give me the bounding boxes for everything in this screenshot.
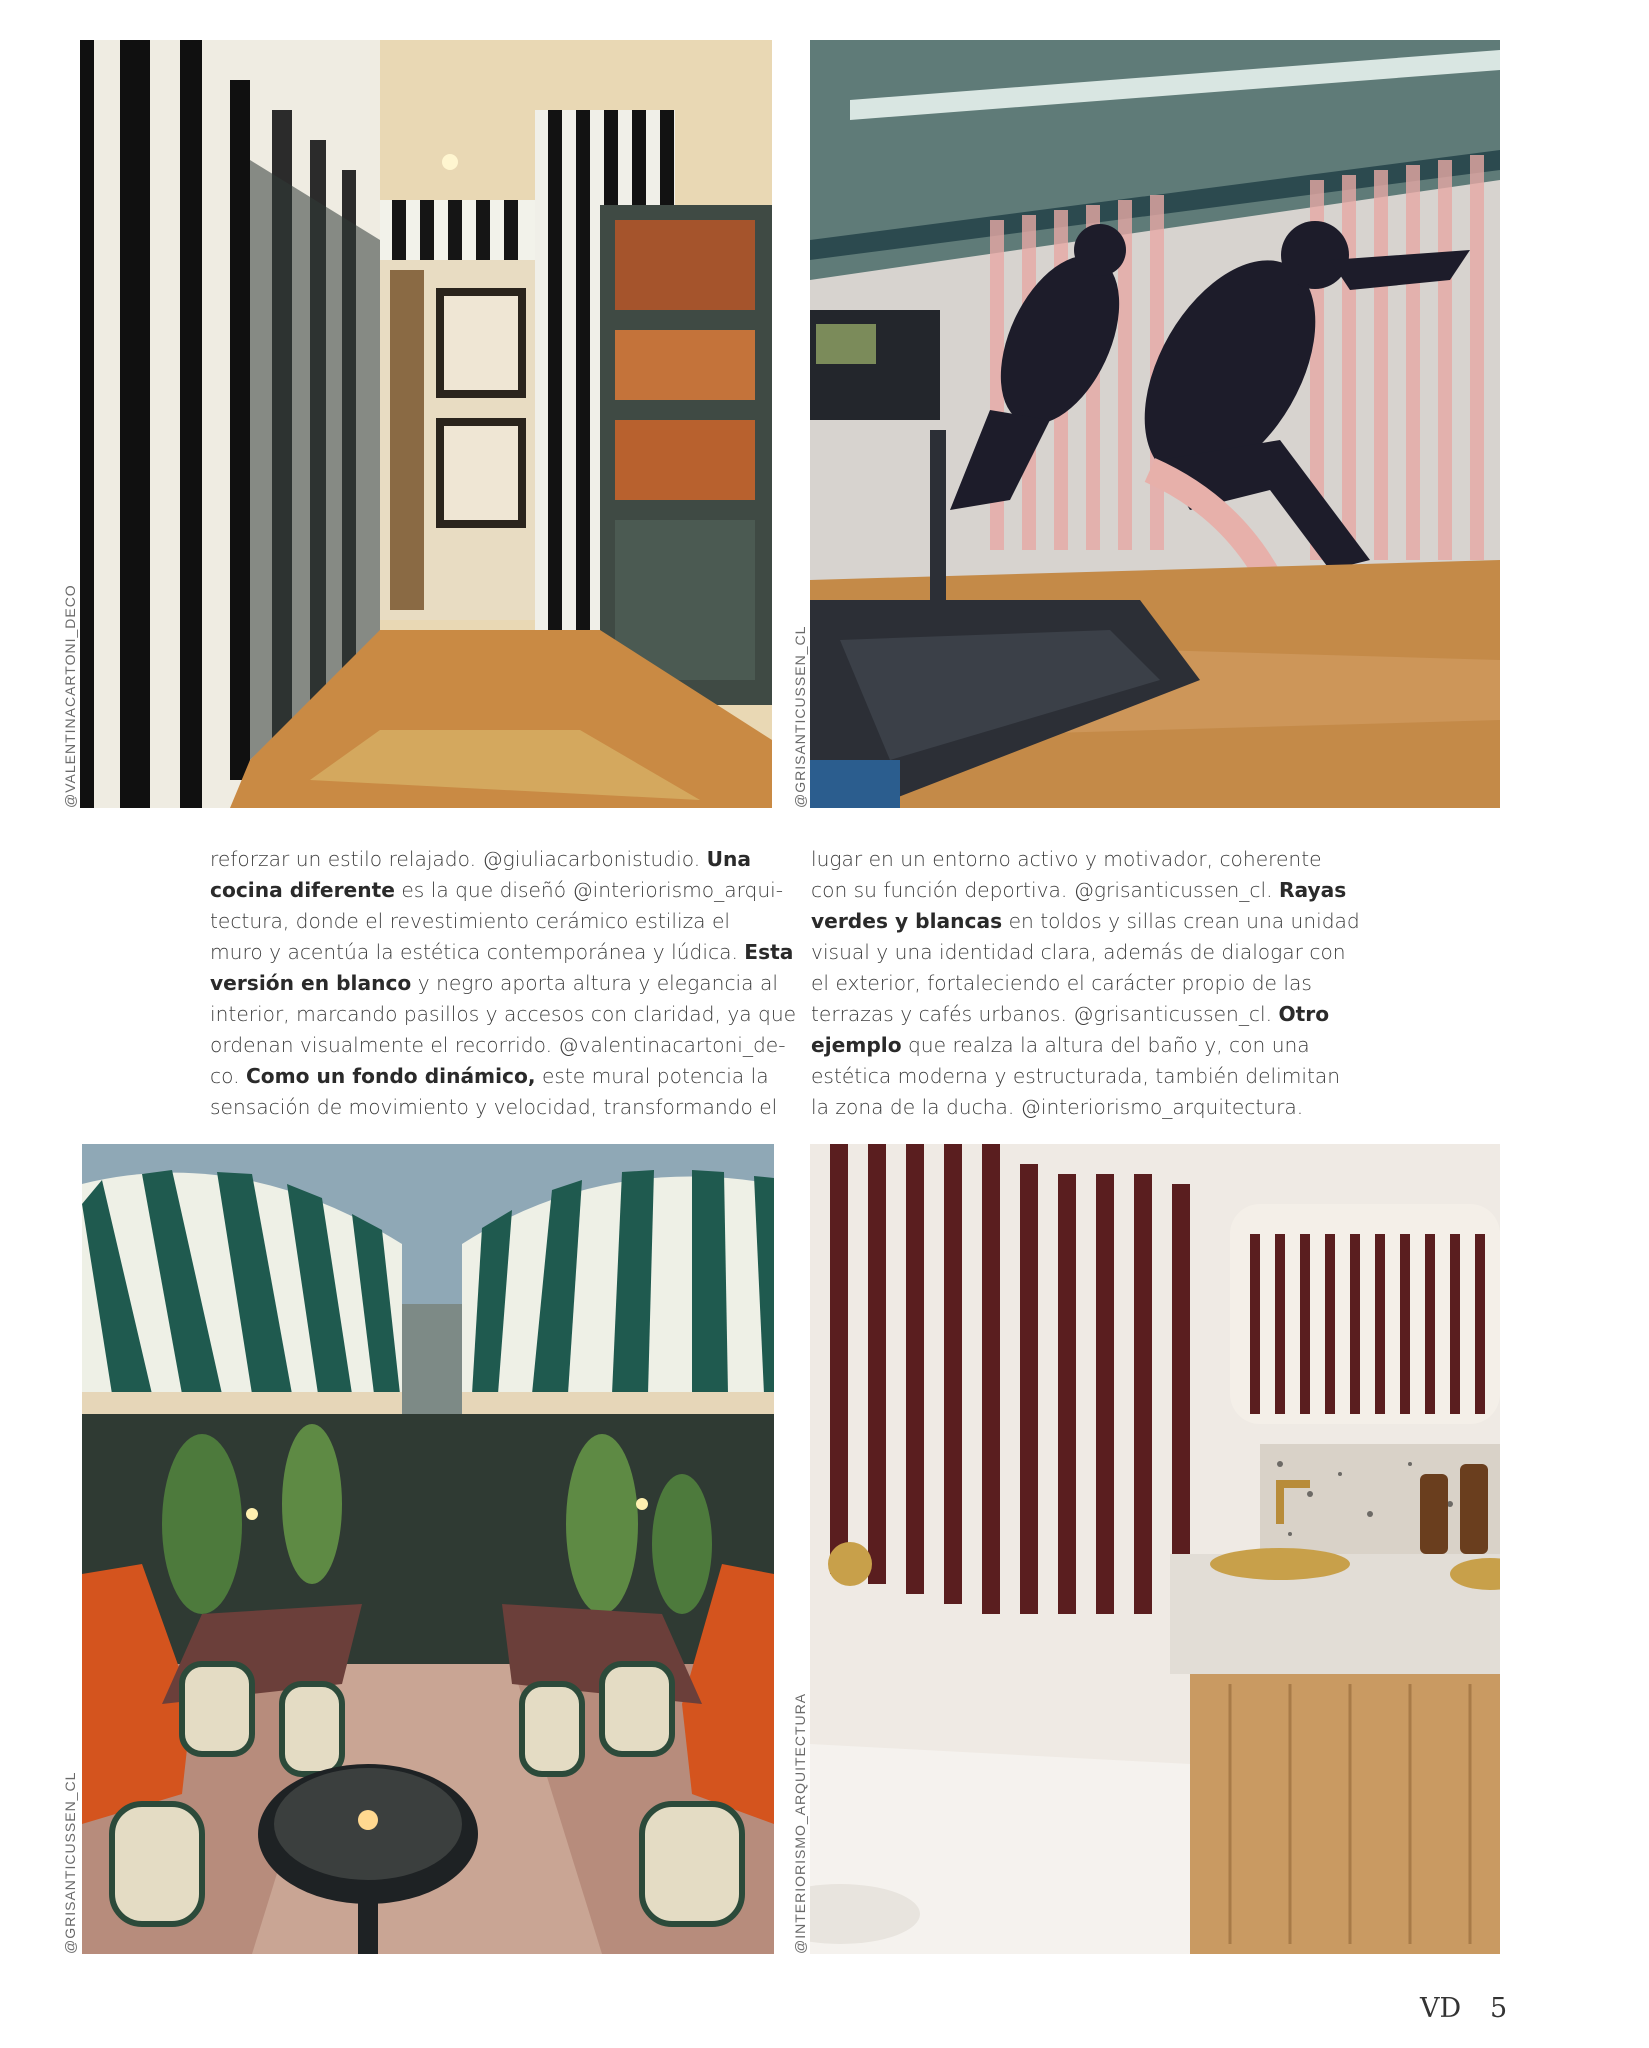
bold-run: versión en blanco: [210, 971, 412, 995]
text-line: [811, 937, 1381, 968]
text-line: [811, 906, 1381, 937]
bold-run: ejemplo: [811, 1033, 902, 1057]
text-run: estética moderna y estructurada, también delimitan: [811, 1064, 1341, 1088]
text-run: este mural potencia la: [535, 1064, 769, 1088]
text-line: [811, 1061, 1381, 1092]
terrace-illustration: [82, 1144, 774, 1954]
text-line: [811, 999, 1381, 1030]
text-line: [210, 968, 780, 999]
text-line: [210, 999, 797, 1030]
text-line: [210, 1092, 780, 1123]
text-run: visual y una identidad clara, además de dialogar con: [811, 940, 1346, 964]
photo-striped-hallway: [80, 40, 772, 808]
text-run: con su función deportiva. @grisanticussen_cl.: [811, 878, 1279, 902]
text-line: [811, 1030, 1381, 1061]
bold-run: Como un fondo dinámico,: [245, 1064, 536, 1088]
text-line: [210, 1030, 786, 1061]
bold-run: cocina diferente: [210, 878, 395, 902]
text-line: [811, 1092, 1381, 1123]
photo-terrace-awnings: [82, 1144, 774, 1954]
hallway-illustration: [80, 40, 772, 808]
text-run: co.: [210, 1064, 246, 1088]
text-run: interior, marcando pasillos y accesos con claridad, ya que: [210, 1002, 797, 1026]
body-text-right-column: [811, 844, 1381, 1123]
text-run: y negro aporta altura y elegancia al: [411, 971, 778, 995]
text-run: la zona de la ducha. @interiorismo_arquitectura.: [811, 1095, 1304, 1119]
bathroom-illustration: [810, 1144, 1500, 1954]
text-run: el exterior, fortaleciendo el carácter propio de las: [811, 971, 1312, 995]
text-run: reforzar un estilo relajado. @giuliacarbonistudio.: [210, 847, 707, 871]
photo-credit-top-left: @VALENTINACARTONI_DECO: [62, 584, 78, 808]
body-text-left-column: [210, 844, 797, 1123]
text-line: [811, 968, 1381, 999]
folio-brand: VD: [1420, 1993, 1462, 2024]
photo-bathroom-tiles: [810, 1144, 1500, 1954]
text-line: [210, 937, 794, 968]
text-run: es la que diseñó @interiorismo_arqui-: [394, 878, 784, 902]
bold-run: Rayas: [1278, 878, 1347, 902]
text-run: tectura, donde el revestimiento cerámico estiliza el: [210, 909, 730, 933]
gym-illustration: [810, 40, 1500, 808]
text-run: ordenan visualmente el recorrido. @valentinacartoni_de-: [210, 1033, 786, 1057]
text-run: muro y acentúa la estética contemporánea y lúdica.: [210, 940, 745, 964]
text-line: [811, 875, 1381, 906]
bold-run: verdes y blancas: [811, 909, 1003, 933]
photo-credit-bottom-left: @GRISANTICUSSEN_CL: [62, 1771, 78, 1954]
text-run: lugar en un entorno activo y motivador, coherente: [811, 847, 1322, 871]
text-run: que realza la altura del baño y, con una: [901, 1033, 1310, 1057]
bold-run: Una: [706, 847, 751, 871]
photo-gym-mural: [810, 40, 1500, 808]
photo-credit-top-right: @GRISANTICUSSEN_CL: [792, 625, 808, 808]
text-run: en toldos y sillas crean una unidad: [1002, 909, 1360, 933]
text-run: sensación de movimiento y velocidad, transformando el: [210, 1095, 778, 1119]
page-number: 5: [1490, 1993, 1508, 2024]
photo-credit-bottom-right: @INTERIORISMO_ARQUITECTURA: [792, 1692, 808, 1954]
text-line: [210, 875, 784, 906]
text-line: [210, 906, 780, 937]
text-line: [210, 844, 780, 875]
text-line: [811, 844, 1381, 875]
text-line: [210, 1061, 780, 1092]
text-run: terrazas y cafés urbanos. @grisanticussen_cl.: [811, 1002, 1279, 1026]
bold-run: Esta: [744, 940, 794, 964]
bold-run: Otro: [1278, 1002, 1330, 1026]
